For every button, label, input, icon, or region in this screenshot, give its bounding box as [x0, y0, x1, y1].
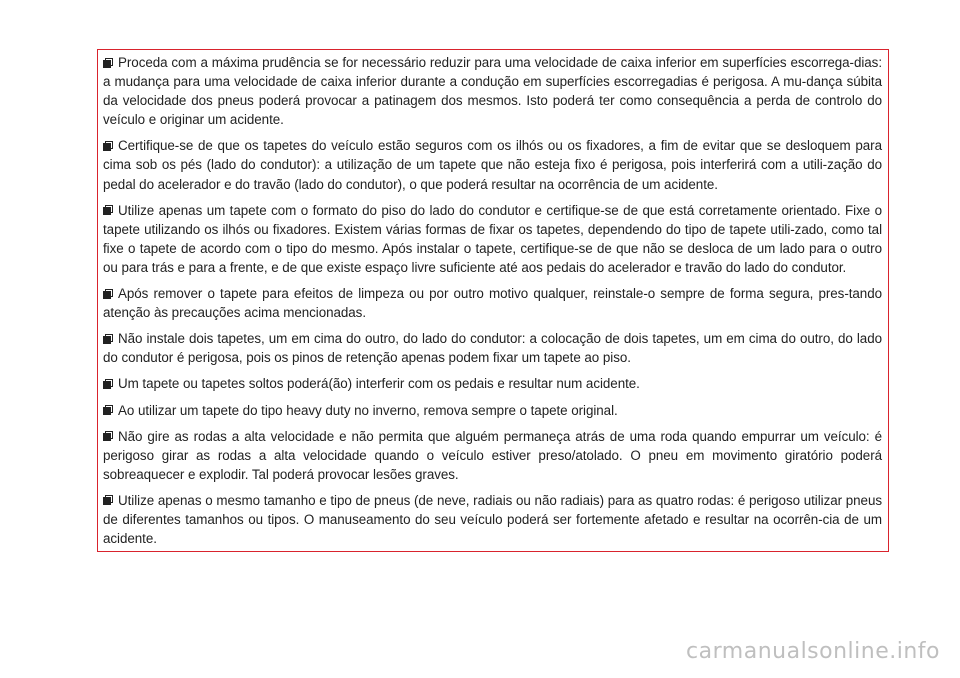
warning-paragraph [103, 374, 882, 393]
warning-paragraph [103, 136, 882, 193]
double-square-bullet-icon [103, 141, 113, 151]
warning-text: Utilize apenas o mesmo tamanho e tipo de pneus (de neve, radiais ou não radiais) para as quatro rodas: é perigoso utilizar pneus de diferentes tamanhos ou tipos. O manuseamento do seu veículo poderá ser fortemente afetado e resultar na ocorrên-cia de um acidente. [103, 492, 882, 547]
double-square-bullet-icon [103, 289, 113, 299]
warning-paragraph [103, 491, 882, 548]
warning-text: Proceda com a máxima prudência se for necessário reduzir para uma velocidade de caixa inferior em superfícies escorrega-dias: a mudança para uma velocidade de caixa inferior durante a condução em superfícies escorregadias é perigosa. A mu-dança súbita da velocidade dos pneus poderá provocar a patinagem dos mesmos. Isto poderá ter como consequência a perda de controlo do veículo e originar um acidente. [103, 55, 882, 128]
warning-text: Ao utilizar um tapete do tipo heavy duty no inverno, remova sempre o tapete original. [118, 402, 618, 418]
double-square-bullet-icon [103, 205, 113, 215]
warning-text: Após remover o tapete para efeitos de limpeza ou por outro motivo qualquer, reinstale-o sempre de forma segura, pres-tando atenção às precauções acima mencionadas. [103, 286, 882, 321]
warning-paragraph [103, 284, 882, 322]
double-square-bullet-icon [103, 58, 113, 68]
warning-paragraph [103, 329, 882, 367]
watermark-text: carmanualsonline.info [686, 639, 940, 664]
warning-paragraph [103, 427, 882, 484]
warning-text: Não instale dois tapetes, um em cima do outro, do lado do condutor: a colocação de dois tapetes, um em cima do outro, do lado do condutor é perigosa, pois os pinos de retenção apenas podem fixar um tapete ao piso. [103, 331, 882, 366]
double-square-bullet-icon [103, 405, 113, 415]
warning-paragraph [103, 201, 882, 277]
warning-text: Um tapete ou tapetes soltos poderá(ão) interferir com os pedais e resultar num acidente. [118, 376, 640, 392]
warning-box [97, 49, 889, 552]
warning-paragraph [103, 401, 882, 420]
double-square-bullet-icon [103, 379, 113, 389]
warning-text: Utilize apenas um tapete com o formato do piso do lado do condutor e certifique-se de que está corretamente orientado. Fixe o tapete utilizando os ilhós ou fixadores. Existem várias formas de fixar os tapetes, dependendo do tipo de tapete utili-zado, como tal fixe o tapete de acordo com o tipo do mesmo. Após instalar o tapete, certifique-se de que não se desloca de um lado para o outro ou para trás e para a frente, e de que existe espaço livre suficiente até aos pedais do acelerador e travão do lado do condutor. [103, 202, 882, 275]
double-square-bullet-icon [103, 334, 113, 344]
double-square-bullet-icon [103, 431, 113, 441]
warning-text: Não gire as rodas a alta velocidade e não permita que alguém permaneça atrás de uma roda quando empurrar um veículo: é perigoso girar as rodas a alta velocidade quando o veículo estiver preso/atolado. O pneu em movimento giratório poderá sobreaquecer e explodir. Tal poderá provocar lesões graves. [103, 428, 882, 482]
warning-paragraph [103, 53, 882, 129]
warning-text: Certifique-se de que os tapetes do veículo estão seguros com os ilhós ou os fixadores, a fim de evitar que se desloquem para cima sob os pés (lado do condutor): a utilização de um tapete que não esteja fixo é perigosa, pois interferirá com a utili-zação do pedal do acelerador e do travão (lado do condutor), o que poderá resultar na ocorrência de um acidente. [103, 138, 882, 192]
double-square-bullet-icon [103, 495, 113, 505]
